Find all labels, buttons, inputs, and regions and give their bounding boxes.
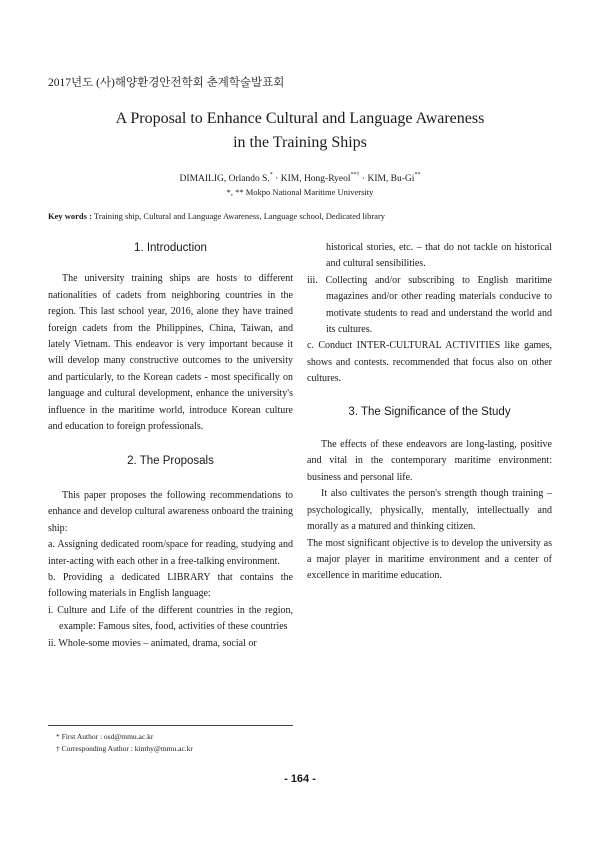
keywords-text: Training ship, Cultural and Language Awareness, Language school, Dedicated library [91, 211, 386, 221]
list-item-i: i. Culture and Life of the different countries in the region, example: Famous sites, food, activities of these countries [48, 604, 293, 633]
author-name: KIM, Hong-Ryeol [280, 174, 351, 184]
significance-paragraph: The most significant objective is to develop the university as a major player in maritime environment and a center of excellence in maritime education. [307, 537, 552, 582]
keywords-label: Key words : [48, 211, 92, 221]
footnote-divider [48, 725, 293, 726]
author-separator: · [272, 174, 281, 184]
author-list [0, 172, 600, 184]
keywords-line [48, 211, 385, 221]
footnotes [56, 731, 193, 755]
right-column [307, 240, 552, 585]
left-column [48, 240, 293, 652]
affiliation: *, ** Mokpo National Maritime University [226, 187, 374, 197]
footnote-corresponding-author: † Corresponding Author : kimhy@mmu.ac.kr [56, 744, 193, 753]
list-item-a: a. Assigning dedicated room/space for reading, studying and inter-acting with each other in a free-talking environment. [48, 539, 293, 567]
section-heading-introduction: 1. Introduction [134, 242, 207, 254]
page-number: - 164 - [284, 773, 316, 785]
section-heading-significance: 3. The Significance of the Study [348, 405, 511, 418]
paper-title-line2: in the Training Ships [233, 134, 367, 151]
list-item-c: c. Conduct INTER-CULTURAL ACTIVITIES like games, shows and contests. recommended that focus also on other cultures. [307, 340, 552, 385]
list-item-ii: ii. Whole-some movies – animated, drama, social or [48, 637, 257, 649]
introduction-paragraph: The university training ships are hosts to different nationalities of cadets from neighboring countries in the region. This last school year, 2016, alone they have trained foreign cadets from the Philippines, China, Taiwan, and lately Vietnam. This endeavor is very important because it will develop many constructive outcomes to the university and particularly, to the Korean cadets - most specifically on language and cultural development, enhance the university's influence in the maritime world, introduce Korean culture and education to foreign professionals. [48, 273, 293, 433]
significance-paragraph: It also cultivates the person's strength though training – psychologically, physically, mentally, intellectually and morally as a matured and thinking citizen. [307, 488, 552, 533]
author-name: DIMAILIG, Orlando S. [179, 174, 270, 184]
list-item-b: b. Providing a dedicated LIBRARY that contains the following materials in English language: [48, 571, 293, 600]
list-item-ii-continued: historical stories, etc. – that do not tackle on historical and cultural sensibilities. [326, 242, 552, 270]
section-heading-proposals: 2. The Proposals [127, 455, 214, 468]
proposals-paragraph: This paper proposes the following recommendations to enhance and develop cultural awareness onboard the training ship: [48, 489, 293, 534]
author-mark: ** [414, 172, 421, 178]
footnote-first-author: * First Author : osd@mmu.ac.kr [56, 732, 154, 741]
list-item-iii: iii. Collecting and/or subscribing to English maritime magazines and/or other reading materials conducive to motivate students to read and understand the world and its cultures. [307, 274, 552, 336]
significance-paragraph: The effects of these endeavors are long-lasting, positive and vital in the contemporary maritime environment: business and personal life. [307, 439, 552, 483]
author-separator: · [359, 174, 368, 184]
author-mark: **† [350, 172, 360, 178]
author-mark: * [269, 172, 273, 178]
author-name: KIM, Bu-Gi [367, 174, 415, 184]
paper-title-line1: A Proposal to Enhance Cultural and Language Awareness [115, 110, 485, 127]
conference-header: 2017년도 (사)해양환경안전학회 춘계학술발표회 [48, 77, 285, 89]
